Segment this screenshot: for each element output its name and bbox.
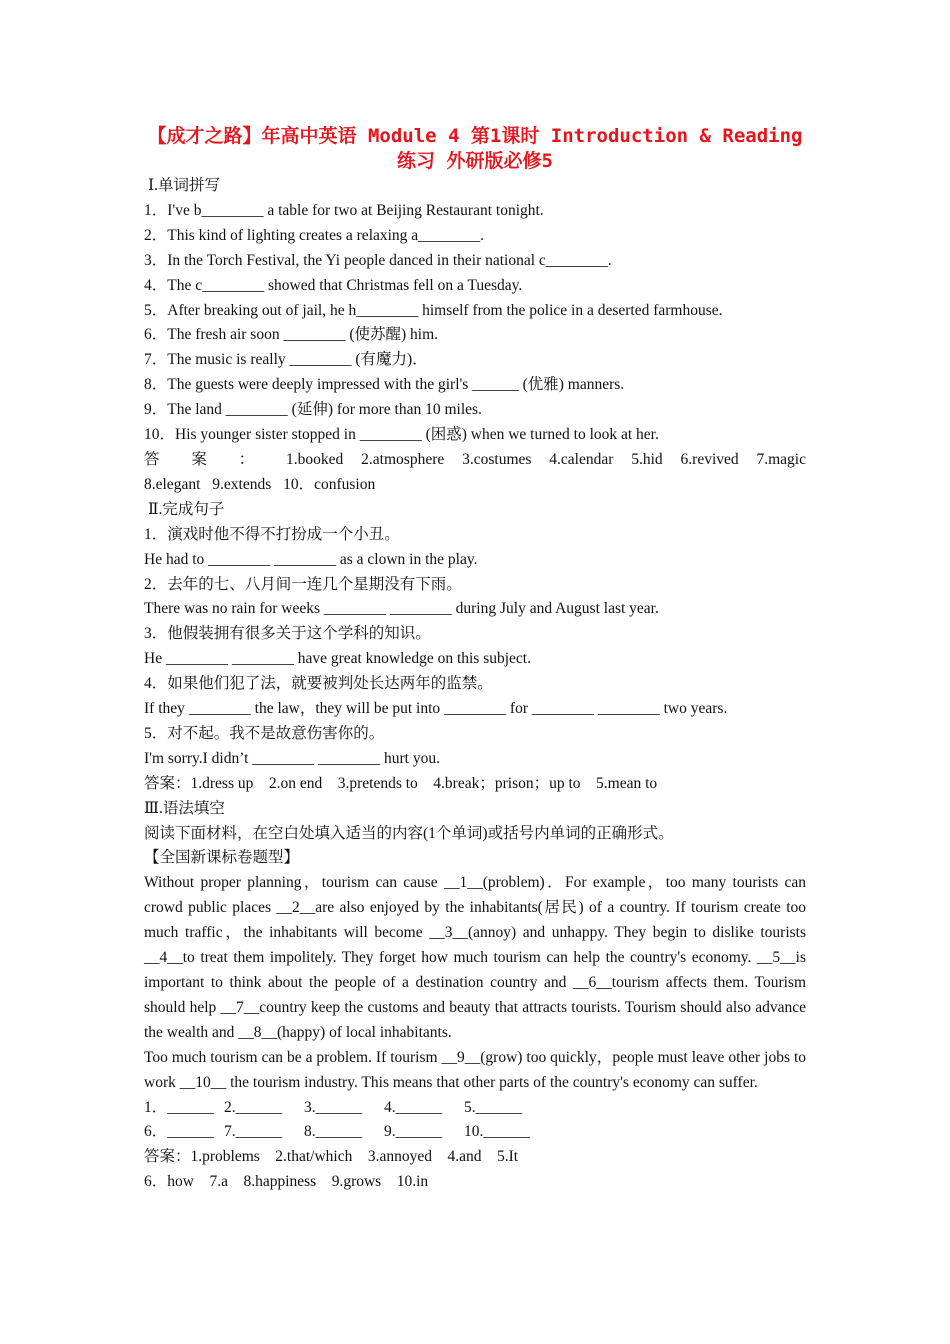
sentence-3-english: He ________ ________ have great knowledge on this subject. <box>144 650 531 668</box>
spelling-item-3: 3．In the Torch Festival, the Yi people danced in their national c________. <box>144 251 612 269</box>
answer-blank: 7.______ <box>224 1123 283 1141</box>
answer-blank: 10.______ <box>464 1123 530 1141</box>
document-title: 【成才之路】年高中英语 Module 4 第1课时 Introduction & Reading练习 外研版必修5 <box>147 125 803 172</box>
answer-blank: 3.______ <box>304 1098 363 1116</box>
answer-blank: 8.______ <box>304 1123 363 1141</box>
sentence-4-english: If they ________ the law，they will be put into ________ for ________ ________ two years. <box>144 700 728 718</box>
passage-paragraph-2: Too much tourism can be a problem. If tourism __9__(grow) too quickly，people must leave other jobs to work __10__ the tourism industry. This means that other parts of the country's economy can suffer. <box>144 1048 806 1091</box>
answer-blank: 2.______ <box>224 1098 283 1116</box>
answer-blank: 5.______ <box>464 1098 523 1116</box>
answer-blanks-row-1 <box>144 1096 806 1121</box>
sentence-2-english: There was no rain for weeks ________ ________ during July and August last year. <box>144 600 659 618</box>
spelling-item-9: 9．The land ________ (延伸) for more than 10 miles. <box>144 401 482 419</box>
sentence-4-chinese: 4．如果他们犯了法，就要被判处长达两年的监禁。 <box>144 675 493 693</box>
section-3-answer-line-2: 6．how 7.a 8.happiness 9.grows 10.in <box>144 1173 429 1191</box>
passage-paragraph-1: Without proper planning，tourism can cause __1__(problem)．For example，too many tourists can crowd public places __2__are also enjoyed by the inhabitants(居民) of a country. If tourism create too much traffic，the inhabitants will become __3__(annoy) and unhappy. They begin to dislike tourists __4__to treat them impolitely. They forget how much tourism can help the country's economy. __5__is important to think about the people of a destination country and __6__tourism affects them. Tourism should help __7__country keep the customs and beauty that attracts tourists. Tourism should also advance the wealth and __8__(happy) of local inhabitants. <box>144 874 806 1041</box>
sentence-2-chinese: 2．去年的七、八月间一连几个星期没有下雨。 <box>144 575 462 593</box>
answer-blank: 4.______ <box>384 1098 443 1116</box>
spelling-item-10: 10．His younger sister stopped in ________ (困惑) when we turned to look at her. <box>144 426 659 444</box>
sentence-3-chinese: 3．他假装拥有很多关于这个学科的知识。 <box>144 625 431 643</box>
answer-blanks-row-2 <box>144 1120 806 1145</box>
sentence-5-english: I'm sorry.I didn’t ________ ________ hurt you. <box>144 749 440 767</box>
sentence-1-english: He had to ________ ________ as a clown in the play. <box>144 550 478 568</box>
answer-blank: 9.______ <box>384 1123 443 1141</box>
document-page <box>144 124 806 1195</box>
sentence-1-chinese: 1．演戏时他不得不打扮成一个小丑。 <box>144 525 400 543</box>
spelling-item-7: 7．The music is really ________ (有魔力)． <box>144 351 428 369</box>
spelling-item-2: 2．This kind of lighting creates a relaxing a________. <box>144 226 485 244</box>
answer-blank: 6．______ <box>144 1123 214 1141</box>
sentence-5-chinese: 5．对不起。我不是故意伤害你的。 <box>144 724 385 742</box>
answer-blank: 1．______ <box>144 1098 214 1116</box>
section-1-answer-line-2: 8.elegant 9.extends 10．confusion <box>144 475 376 493</box>
section-3-tag: 【全国新课标卷题型】 <box>144 849 300 867</box>
spelling-item-4: 4．The c________ showed that Christmas fell on a Tuesday. <box>144 276 523 294</box>
section-1-answer-line-1: 答 案 ： 1.booked 2.atmosphere 3.costumes 4.calendar 5.hid 6.revived 7.magic <box>144 450 806 468</box>
section-2-heading: Ⅱ.完成句子 <box>148 500 225 518</box>
section-2-answer: 答案：1.dress up 2.on end 3.pretends to 4.break；prison；up to 5.mean to <box>144 774 658 792</box>
spelling-item-1: 1．I've b________ a table for two at Beijing Restaurant tonight. <box>144 201 544 219</box>
section-3-instruction: 阅读下面材料，在空白处填入适当的内容(1个单词)或括号内单词的正确形式。 <box>144 824 674 842</box>
spelling-item-6: 6．The fresh air soon ________ (使苏醒) him. <box>144 326 439 344</box>
spelling-item-8: 8．The guests were deeply impressed with the girl's ______ (优雅) manners. <box>144 376 625 394</box>
spelling-item-5: 5．After breaking out of jail, he h________ himself from the police in a deserted farmhouse. <box>144 301 723 319</box>
section-3-answer-line-1: 答案：1.problems 2.that/which 3.annoyed 4.and 5.It <box>144 1148 519 1166</box>
section-1-heading: Ⅰ.单词拼写 <box>148 177 220 194</box>
section-3-heading: Ⅲ.语法填空 <box>144 799 225 817</box>
